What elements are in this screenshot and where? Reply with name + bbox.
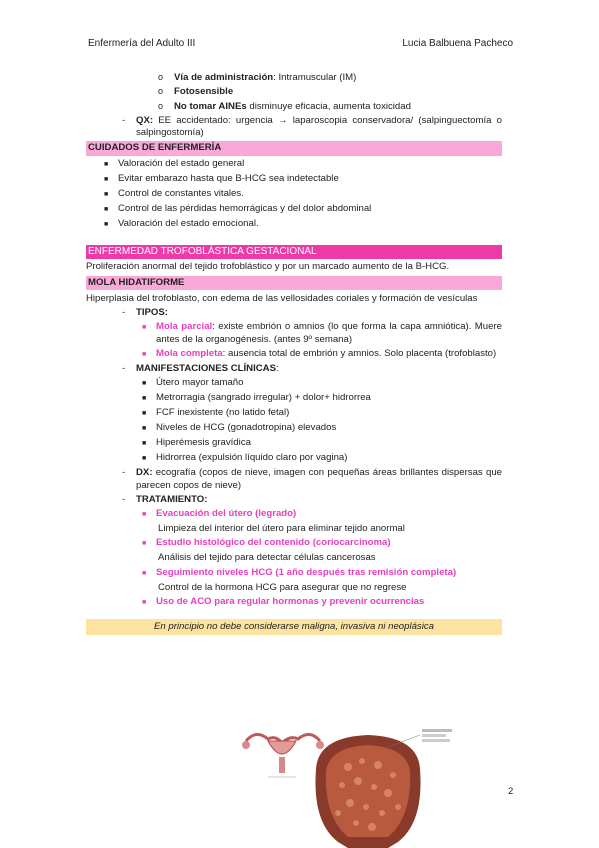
list-item: ■ Evitar embarazo hasta que B-HCG sea indetectable <box>104 172 339 184</box>
header-right: Lucia Balbuena Pacheco <box>402 38 513 49</box>
bullet-dash-icon: - <box>122 493 126 505</box>
bullet-circle-icon: o <box>158 86 164 97</box>
tratamiento-desc: Control de la hormona HCG para asegurar que no regrese <box>158 581 407 593</box>
list-item: ■ Valoración del estado emocional. <box>104 217 259 229</box>
bullet-square-icon: ■ <box>142 350 147 358</box>
bullet-dash-icon: - <box>122 362 126 374</box>
tratamiento-desc: Limpieza del interior del útero para eliminar tejido anormal <box>158 523 405 535</box>
bullet-square-icon: ■ <box>142 410 147 418</box>
mola-illustration <box>238 727 458 848</box>
list-item: ■ Hidrorrea (expulsión líquido claro por vagina) <box>142 452 348 464</box>
cuidados-list <box>86 158 502 231</box>
page-content <box>86 72 502 635</box>
bullet-square-icon: ■ <box>142 569 147 577</box>
manifestaciones-label: - MANIFESTACIONES CLÍNICAS: <box>122 362 279 374</box>
item-bold: Vía de administración <box>174 72 274 83</box>
item-text: disminuye eficacia, aumenta toxicidad <box>246 100 411 112</box>
bullet-square-icon: ■ <box>142 380 147 388</box>
tipos-label: - TIPOS: <box>122 307 168 319</box>
mola-heading: MOLA HIDATIFORME <box>86 276 502 290</box>
list-item: ■ Seguimiento niveles HCG (1 año después tras remisión completa) <box>142 566 457 578</box>
list-item: ■ Niveles de HCG (gonadotropina) elevados <box>142 422 337 434</box>
mola-completa-label: Mola completa <box>156 347 223 359</box>
list-item: ■ Metrorragia (sangrado irregular) + dolor+ hidrorrea <box>142 392 371 404</box>
list-item: ■ Evacuación del útero (legrado) <box>142 508 297 520</box>
list-item <box>86 86 502 98</box>
tratamiento-desc: Análisis del tejido para detectar células cancerosas <box>158 552 376 564</box>
bullet-square-icon: ■ <box>142 455 147 463</box>
bullet-circle-icon: o <box>158 72 164 82</box>
etg-heading: ENFERMEDAD TROFOBLÁSTICA GESTACIONAL <box>86 245 502 260</box>
bullet-square-icon: ■ <box>104 190 109 198</box>
item-bold: Fotosensible <box>174 86 234 98</box>
bullet-square-icon: ■ <box>142 598 147 606</box>
list-item: ■ Mola completa: ausencia total de embrión y amnios. Solo placenta (trofoblasto) <box>142 347 497 359</box>
bullet-square-icon: ■ <box>142 540 147 548</box>
bullet-square-icon: ■ <box>104 160 109 168</box>
header-left: Enfermería del Adulto III <box>88 38 196 49</box>
bullet-square-icon: ■ <box>142 425 147 433</box>
etg-definition: Proliferación anormal del tejido trofoblástico y por un marcado aumento de la B-HCG. <box>86 261 450 273</box>
list-item: ■ Útero mayor tamaño <box>142 377 244 389</box>
list-item: ■ Uso de ACO para regular hormonas y prevenir ocurrencias <box>142 595 425 607</box>
mola-parcial-label: Mola parcial <box>156 321 213 333</box>
bullet-square-icon: ■ <box>142 511 147 519</box>
item-text: : Intramuscular (IM) <box>273 72 357 83</box>
cuidados-heading: CUIDADOS DE ENFERMERÍA <box>86 141 502 155</box>
list-item: ■ Mola parcial: existe embrión o amnios (lo que forma la capa amniótica). Muere antes de la organogénesis. (antes 9º semana) <box>142 321 502 345</box>
bullet-square-icon: ■ <box>104 205 109 213</box>
bullet-square-icon: ■ <box>104 175 109 183</box>
bullet-square-icon: ■ <box>104 220 109 228</box>
list-item: ■ FCF inexistente (no latido fetal) <box>142 407 290 419</box>
bullet-circle-icon: o <box>158 100 164 111</box>
tratamiento-label: - TRATAMIENTO: <box>122 493 208 505</box>
page-number: 2 <box>508 786 514 797</box>
list-item: ■ Estudio histológico del contenido (coriocarcinoma) <box>142 537 391 549</box>
bullet-square-icon: ■ <box>142 440 147 448</box>
list-item <box>86 72 502 84</box>
bullet-dash-icon: - <box>122 467 126 479</box>
dx-item: - DX: ecografía (copos de nieve, imagen con pequeñas áreas brillantes dispersas que parecen copos de nieve) <box>122 467 502 491</box>
qx-item <box>86 115 502 140</box>
item-bold: No tomar AINEs <box>174 100 247 112</box>
list-item: ■ Hiperémesis gravídica <box>142 437 251 449</box>
bullet-dash-icon: - <box>122 114 126 126</box>
list-item: ■ Control de las pérdidas hemorrágicas y del dolor abdominal <box>104 202 372 214</box>
bullet-square-icon: ■ <box>142 395 147 403</box>
qx-label: QX: <box>136 114 154 126</box>
list-item: ■ Control de constantes vitales. <box>104 187 244 199</box>
bullet-dash-icon: - <box>122 307 126 319</box>
mola-definition: Hiperplasia del trofoblasto, con edema de las vellosidades coriales y formación de vesículas <box>86 292 478 304</box>
bullet-square-icon: ■ <box>142 324 147 332</box>
list-item <box>86 101 502 113</box>
qx-text: EE accidentado: urgencia → laparoscopia conservadora/ (salpinguectomía o salpingostomía) <box>136 114 502 139</box>
note-banner: En principio no debe considerarse maligna, invasiva ni neoplásica <box>86 619 502 635</box>
list-item: ■ Valoración del estado general <box>104 157 245 169</box>
